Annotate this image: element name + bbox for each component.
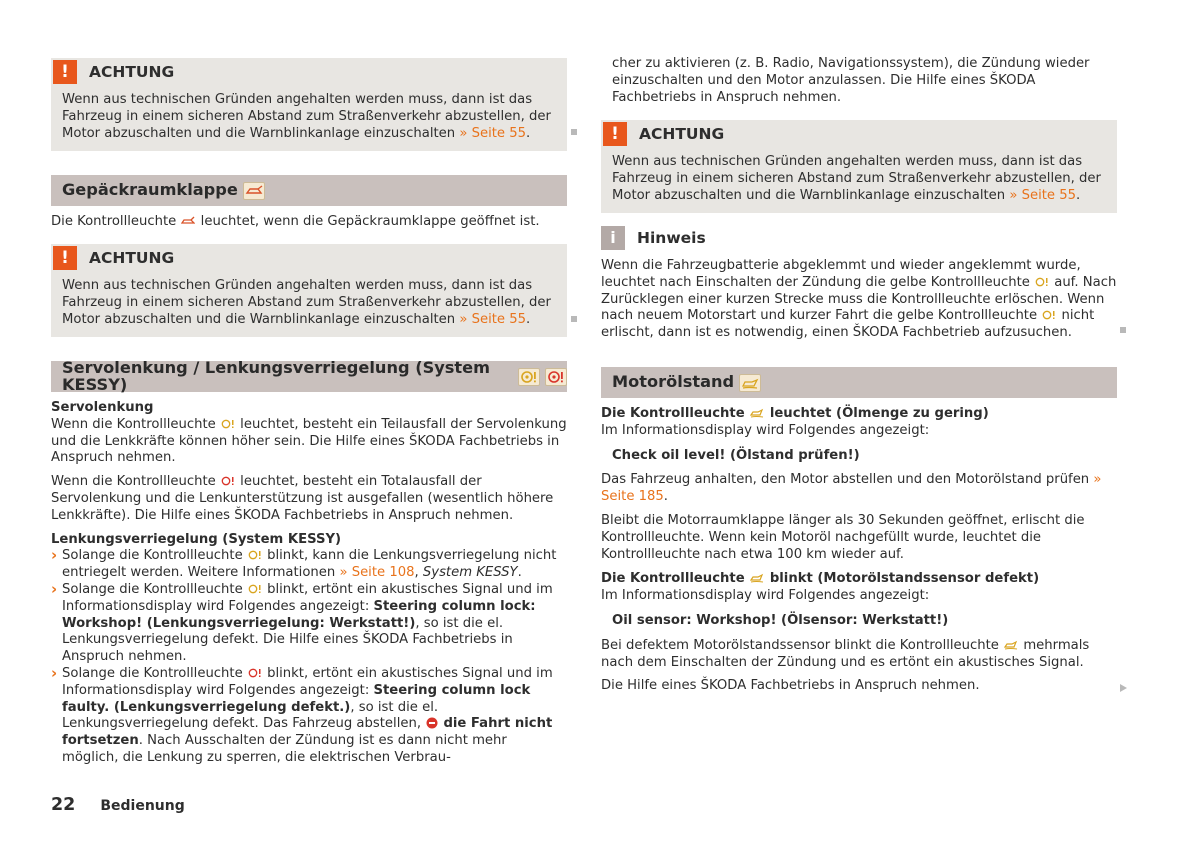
warning-title: ACHTUNG — [89, 62, 175, 81]
steering-red-icon — [248, 668, 262, 678]
steering-yellow-icon — [1042, 310, 1056, 320]
warning-box — [51, 244, 567, 337]
paragraph: Die Kontrollleuchte leuchtet, wenn die Gepäckraumklappe geöffnet ist. — [51, 214, 540, 229]
section-title: Servolenkung / Lenkungsverriegelung (System KESSY) — [62, 357, 491, 394]
paragraph: cher zu aktivieren (z. B. Radio, Navigationssystem), die Zündung wieder einzuschalten und den Motor anzulassen. Die Hilfe eines ŠKODA Fachbetriebs in Anspruch nehmen. — [612, 56, 1090, 105]
warning-title: ACHTUNG — [639, 124, 725, 143]
page-footer — [51, 797, 185, 815]
warning-title: ACHTUNG — [89, 248, 175, 267]
list-item: › Solange die Kontrollleuchte blinkt, kann die Lenkungsverriegelung nicht entriegelt werden. Weitere Informationen » Seite 108, System KESSY. — [51, 548, 567, 582]
page-link[interactable]: » Seite 55 — [459, 125, 527, 141]
display-message: Check oil level! (Ölstand prüfen!) — [612, 447, 860, 463]
note-header — [601, 226, 706, 250]
section-end-marker — [1120, 327, 1126, 333]
subheading: Die Kontrollleuchte blinkt (Motorölstandssensor defekt) — [601, 571, 1040, 587]
steering-body — [51, 400, 567, 767]
chapter-name: Bedienung — [100, 798, 185, 814]
list-item: › Solange die Kontrollleuchte blinkt, ertönt ein akustisches Signal und im Informationsdisplay wird Folgendes angezeigt: Steering column lock faulty. (Lenkungsverriegelung defekt.), so ist die el. Lenkungsverriegelung defekt. Das Fahrzeug abstellen, die Fahrt nicht fortsetzen. Nach Ausschalten der Zündung ist es dann nicht mehr möglich, die Lenkung zu sperren, die elektrischen Verbrau- — [51, 666, 567, 767]
note-title: Hinweis — [637, 228, 706, 247]
oil-can-icon — [739, 374, 761, 392]
steering-yellow-icon — [221, 419, 235, 429]
subheading: Die Kontrollleuchte leuchtet (Ölmenge zu gering) — [601, 406, 989, 421]
section-end-marker — [571, 316, 577, 322]
continue-arrow-icon — [1119, 683, 1128, 693]
warning-text: Wenn aus technischen Gründen angehalten werden muss, dann ist das Fahrzeug in einem sicheren Abstand zum Straßenverkehr abzustellen, der Motor abzuschalten und die Warnblinkanlage einzuschalten » Seite 55. — [62, 92, 551, 141]
section-header-steering — [51, 357, 567, 394]
trunk-open-icon — [181, 216, 195, 226]
subheading: Servolenkung — [51, 400, 154, 415]
paragraph: Wenn die Kontrollleuchte leuchtet, besteht ein Totalausfall der Servolenkung und die Lenkunterstützung ist ausgefallen (wesentlich höhere Lenkkräfte). Die Hilfe eines ŠKODA Fachbetriebs in Anspruch nehmen. — [51, 474, 554, 523]
section-title: Gepäckraumklappe — [62, 180, 238, 200]
oil-can-icon — [750, 573, 764, 583]
display-message: Oil sensor: Workshop! (Ölsensor: Werkstatt!) — [612, 612, 949, 628]
steering-red-icon — [545, 368, 567, 386]
paragraph: Im Informationsdisplay wird Folgendes angezeigt: — [601, 588, 930, 604]
paragraph: Das Fahrzeug anhalten, den Motor abstellen und den Motorölstand prüfen » Seite 185. — [601, 472, 1102, 505]
warning-text: Wenn aus technischen Gründen angehalten werden muss, dann ist das Fahrzeug in einem sicheren Abstand zum Straßenverkehr abzustellen, der Motor abzuschalten und die Warnblinkanlage einzuschalten » Seite 55. — [612, 154, 1101, 203]
warning-icon: ! — [53, 246, 77, 270]
warning-box — [51, 58, 567, 151]
paragraph: Bleibt die Motorraumklappe länger als 30 Sekunden geöffnet, erlischt die Kontrollleuchte. Wenn kein Motoröl nachgefüllt wurde, leuchtet die Kontrollleuchte nach etwa 100 km wieder auf. — [601, 512, 1085, 562]
steering-yellow-icon — [248, 584, 262, 594]
paragraph: Im Informationsdisplay wird Folgendes angezeigt: — [601, 422, 930, 438]
steering-yellow-icon — [248, 550, 262, 560]
page-link[interactable]: » Seite 108 — [339, 565, 415, 581]
steering-yellow-icon — [518, 368, 540, 386]
section-title: Motorölstand — [612, 372, 735, 392]
paragraph: Wenn die Kontrollleuchte leuchtet, besteht ein Teilausfall der Servolenkung und die Lenkkräfte können höher sein. Die Hilfe eines ŠKODA Fachbetriebs in Anspruch nehmen. — [51, 416, 567, 466]
paragraph: Bei defektem Motorölstandssensor blinkt die Kontrollleuchte mehrmals nach dem Einschalten der Zündung und es ertönt ein akustisches Signal. — [601, 637, 1090, 670]
page-link[interactable]: » Seite 185 — [601, 472, 1102, 505]
list-item: › Solange die Kontrollleuchte blinkt, ertönt ein akustisches Signal und im Informationsdisplay wird Folgendes angezeigt: Steering column lock: Workshop! (Lenkungsverriegelung: Werkstatt!), so ist die el. Lenkungsverriegelung defekt. Die Hilfe eines ŠKODA Fachbetriebs in Anspruch nehmen. — [51, 582, 567, 666]
warning-icon: ! — [53, 60, 77, 84]
trunk-open-icon — [243, 182, 265, 200]
oil-body — [601, 406, 1117, 695]
page-link[interactable]: » Seite 55 — [459, 311, 527, 327]
section-end-marker — [571, 129, 577, 135]
subheading: Lenkungsverriegelung (System KESSY) — [51, 531, 342, 547]
section-header-trunk — [51, 175, 567, 206]
section-header-oil — [601, 367, 1117, 398]
page-number: 22 — [51, 795, 76, 815]
paragraph: Die Hilfe eines ŠKODA Fachbetriebs in Anspruch nehmen. — [601, 678, 980, 694]
steering-yellow-icon — [1035, 277, 1049, 287]
warning-icon: ! — [603, 122, 627, 146]
oil-can-icon — [1004, 640, 1018, 650]
warning-box — [601, 120, 1117, 213]
info-icon: i — [601, 226, 625, 250]
steering-red-icon — [221, 476, 235, 486]
stop-icon — [426, 717, 438, 729]
page-link[interactable]: » Seite 55 — [1009, 187, 1077, 203]
oil-can-icon — [750, 408, 764, 418]
paragraph: Wenn die Fahrzeugbatterie abgeklemmt und wieder angeklemmt wurde, leuchtet nach Einschalten der Zündung die gelbe Kontrollleuchte auf. Nach Zurücklegen einer kurzen Strecke muss die Kontrollleuchte erlöschen. Wenn nach neuem Motorstart und kurzer Fahrt die gelbe Kontrollleuchte nicht erlischt, dann ist es notwendig, einen ŠKODA Fachbetrieb aufzusuchen. — [601, 258, 1117, 341]
warning-text: Wenn aus technischen Gründen angehalten werden muss, dann ist das Fahrzeug in einem sicheren Abstand zum Straßenverkehr abzustellen, der Motor abzuschalten und die Warnblinkanlage einzuschalten » Seite 55. — [62, 278, 551, 327]
